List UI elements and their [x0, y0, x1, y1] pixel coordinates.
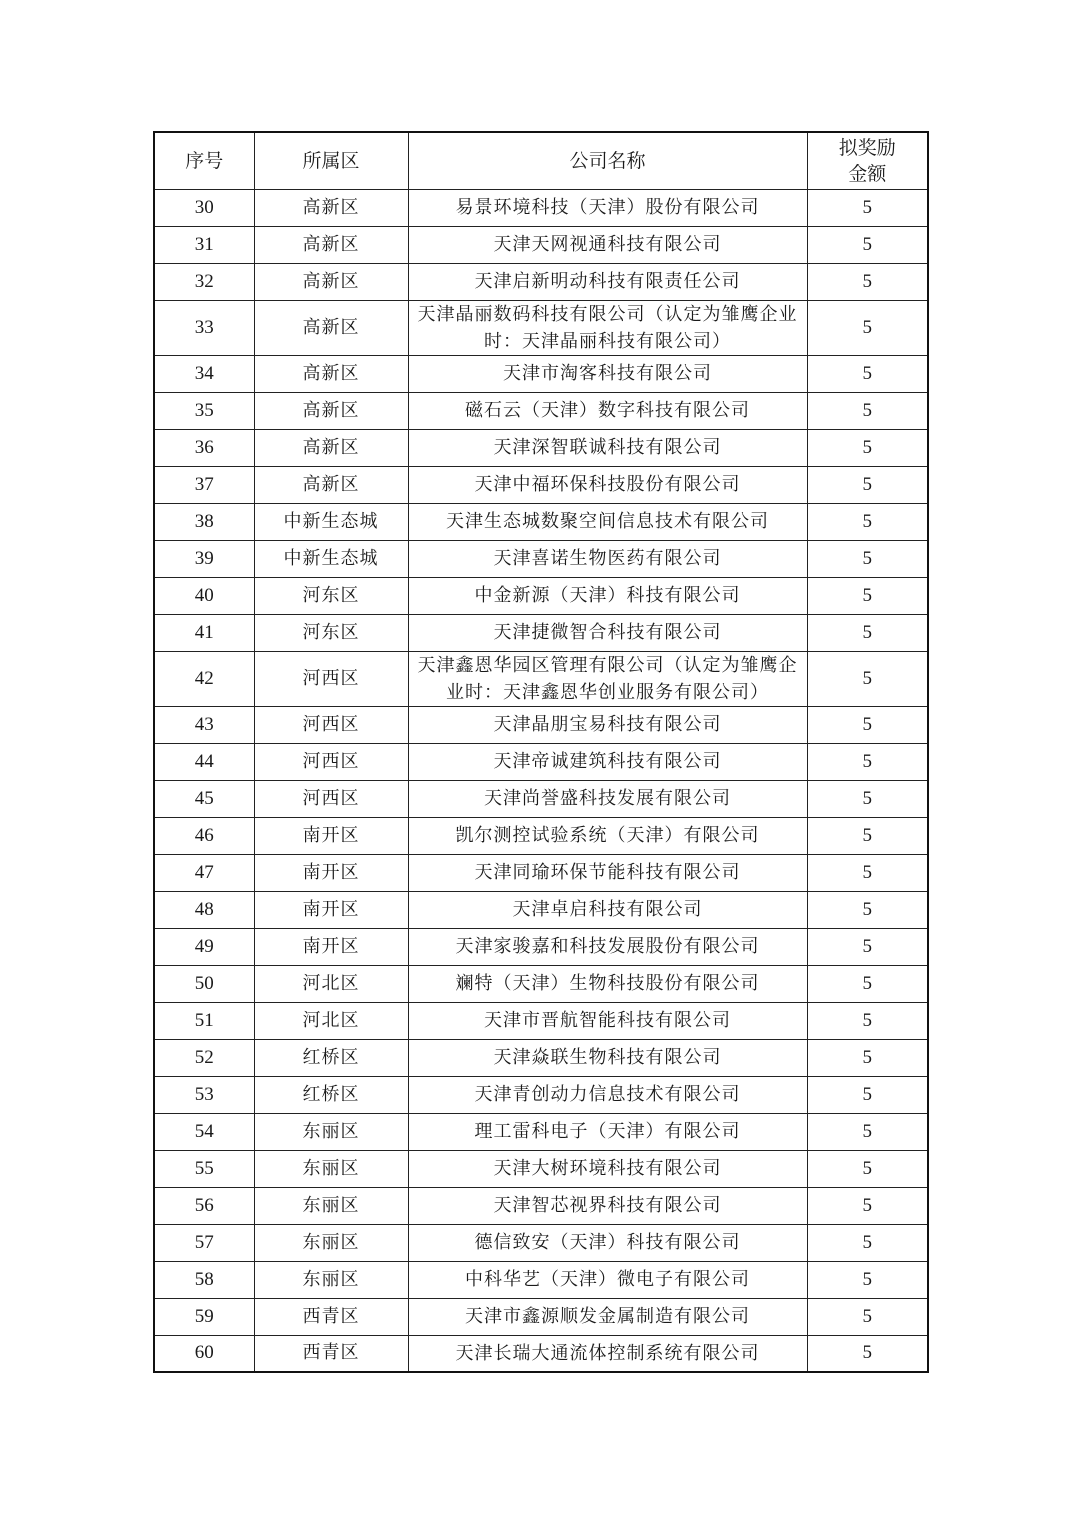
index-cell: 46: [154, 817, 254, 854]
index-cell: 45: [154, 780, 254, 817]
index-cell: 49: [154, 928, 254, 965]
district-cell: 高新区: [254, 429, 408, 466]
table-row: [154, 1150, 928, 1187]
company-cell: 天津市淘客科技有限公司: [408, 355, 807, 392]
table-row: [154, 1002, 928, 1039]
amount-cell: 5: [807, 1298, 928, 1335]
header-company: 公司名称: [408, 132, 807, 189]
index-cell: 51: [154, 1002, 254, 1039]
district-cell: 高新区: [254, 355, 408, 392]
table-row: [154, 706, 928, 743]
district-cell: 东丽区: [254, 1150, 408, 1187]
index-cell: 56: [154, 1187, 254, 1224]
district-cell: 东丽区: [254, 1224, 408, 1261]
district-cell: 河西区: [254, 780, 408, 817]
company-cell: 磁石云（天津）数字科技有限公司: [408, 392, 807, 429]
index-cell: 40: [154, 577, 254, 614]
company-cell: 中金新源（天津）科技有限公司: [408, 577, 807, 614]
amount-cell: 5: [807, 540, 928, 577]
amount-cell: 5: [807, 503, 928, 540]
index-cell: 58: [154, 1261, 254, 1298]
amount-cell: 5: [807, 1039, 928, 1076]
award-table: [153, 131, 929, 1373]
company-cell: 天津卓启科技有限公司: [408, 891, 807, 928]
index-cell: 47: [154, 854, 254, 891]
company-cell: 天津大树环境科技有限公司: [408, 1150, 807, 1187]
company-cell: 天津启新明动科技有限责任公司: [408, 263, 807, 300]
company-cell: 天津智芯视界科技有限公司: [408, 1187, 807, 1224]
table-row: [154, 854, 928, 891]
amount-cell: 5: [807, 891, 928, 928]
table-row: [154, 928, 928, 965]
index-cell: 44: [154, 743, 254, 780]
index-cell: 31: [154, 226, 254, 263]
amount-cell: 5: [807, 1076, 928, 1113]
district-cell: 中新生态城: [254, 503, 408, 540]
header-row: [154, 132, 928, 189]
table-row: [154, 503, 928, 540]
company-cell: 天津长瑞大通流体控制系统有限公司: [408, 1335, 807, 1372]
index-cell: 48: [154, 891, 254, 928]
header-district: 所属区: [254, 132, 408, 189]
district-cell: 高新区: [254, 300, 408, 355]
index-cell: 60: [154, 1335, 254, 1372]
company-cell: 易景环境科技（天津）股份有限公司: [408, 189, 807, 226]
district-cell: 河西区: [254, 651, 408, 706]
district-cell: 西青区: [254, 1298, 408, 1335]
table-row: [154, 355, 928, 392]
amount-cell: 5: [807, 706, 928, 743]
header-amount: [807, 132, 928, 189]
header-index: 序号: [154, 132, 254, 189]
amount-cell: 5: [807, 429, 928, 466]
table-row: [154, 651, 928, 706]
district-cell: 南开区: [254, 817, 408, 854]
district-cell: 河东区: [254, 577, 408, 614]
table-row: [154, 965, 928, 1002]
index-cell: 42: [154, 651, 254, 706]
amount-cell: 5: [807, 1335, 928, 1372]
company-cell: 天津家骏嘉和科技发展股份有限公司: [408, 928, 807, 965]
district-cell: 高新区: [254, 392, 408, 429]
company-cell: 天津喜诺生物医药有限公司: [408, 540, 807, 577]
amount-cell: 5: [807, 1002, 928, 1039]
index-cell: 50: [154, 965, 254, 1002]
company-cell: 天津焱联生物科技有限公司: [408, 1039, 807, 1076]
index-cell: 37: [154, 466, 254, 503]
index-cell: 54: [154, 1113, 254, 1150]
company-cell: 理工雷科电子（天津）有限公司: [408, 1113, 807, 1150]
district-cell: 东丽区: [254, 1261, 408, 1298]
table-body: [154, 189, 928, 1372]
amount-cell: 5: [807, 651, 928, 706]
table-row: [154, 300, 928, 355]
index-cell: 30: [154, 189, 254, 226]
table-row: [154, 1039, 928, 1076]
table-row: [154, 1298, 928, 1335]
district-cell: 高新区: [254, 189, 408, 226]
company-cell: 天津晶朋宝易科技有限公司: [408, 706, 807, 743]
table-row: [154, 1224, 928, 1261]
table-row: [154, 392, 928, 429]
index-cell: 55: [154, 1150, 254, 1187]
header-amount-line1: 拟奖励: [838, 136, 896, 159]
index-cell: 57: [154, 1224, 254, 1261]
amount-cell: 5: [807, 1187, 928, 1224]
amount-cell: 5: [807, 743, 928, 780]
company-cell: 中科华艺（天津）微电子有限公司: [408, 1261, 807, 1298]
amount-cell: 5: [807, 355, 928, 392]
amount-cell: 5: [807, 928, 928, 965]
amount-cell: 5: [807, 854, 928, 891]
table-row: [154, 1076, 928, 1113]
index-cell: 43: [154, 706, 254, 743]
table-row: [154, 891, 928, 928]
index-cell: 41: [154, 614, 254, 651]
amount-cell: 5: [807, 1150, 928, 1187]
table-row: [154, 614, 928, 651]
amount-cell: 5: [807, 965, 928, 1002]
table-row: [154, 1113, 928, 1150]
company-cell: 天津天网视通科技有限公司: [408, 226, 807, 263]
index-cell: 39: [154, 540, 254, 577]
company-cell: 天津青创动力信息技术有限公司: [408, 1076, 807, 1113]
index-cell: 32: [154, 263, 254, 300]
table-row: [154, 226, 928, 263]
amount-cell: 5: [807, 780, 928, 817]
district-cell: 高新区: [254, 226, 408, 263]
table-row: [154, 1187, 928, 1224]
district-cell: 红桥区: [254, 1039, 408, 1076]
table-row: [154, 1261, 928, 1298]
index-cell: 52: [154, 1039, 254, 1076]
company-cell: 德信致安（天津）科技有限公司: [408, 1224, 807, 1261]
company-cell: 天津市鑫源顺发金属制造有限公司: [408, 1298, 807, 1335]
table-row: [154, 189, 928, 226]
amount-cell: 5: [807, 466, 928, 503]
amount-cell: 5: [807, 614, 928, 651]
amount-cell: 5: [807, 226, 928, 263]
district-cell: 东丽区: [254, 1187, 408, 1224]
district-cell: 中新生态城: [254, 540, 408, 577]
company-cell: 天津生态城数聚空间信息技术有限公司: [408, 503, 807, 540]
header-amount-line2: 金额: [848, 162, 887, 185]
table-row: [154, 780, 928, 817]
district-cell: 西青区: [254, 1335, 408, 1372]
amount-cell: 5: [807, 300, 928, 355]
amount-cell: 5: [807, 1224, 928, 1261]
district-cell: 高新区: [254, 263, 408, 300]
table-row: [154, 263, 928, 300]
index-cell: 34: [154, 355, 254, 392]
district-cell: 河西区: [254, 743, 408, 780]
amount-cell: 5: [807, 392, 928, 429]
amount-cell: 5: [807, 1261, 928, 1298]
company-cell: 凯尔测控试验系统（天津）有限公司: [408, 817, 807, 854]
district-cell: 河东区: [254, 614, 408, 651]
company-cell: 天津尚誉盛科技发展有限公司: [408, 780, 807, 817]
table-row: [154, 817, 928, 854]
company-cell: 天津鑫恩华园区管理有限公司（认定为雏鹰企业时：天津鑫恩华创业服务有限公司）: [408, 651, 807, 706]
company-cell: 天津捷微智合科技有限公司: [408, 614, 807, 651]
amount-cell: 5: [807, 263, 928, 300]
table-row: [154, 540, 928, 577]
table-row: [154, 429, 928, 466]
district-cell: 南开区: [254, 891, 408, 928]
company-cell: 天津同瑜环保节能科技有限公司: [408, 854, 807, 891]
district-cell: 南开区: [254, 854, 408, 891]
index-cell: 59: [154, 1298, 254, 1335]
district-cell: 东丽区: [254, 1113, 408, 1150]
district-cell: 河北区: [254, 965, 408, 1002]
company-cell: 天津深智联诚科技有限公司: [408, 429, 807, 466]
amount-cell: 5: [807, 577, 928, 614]
company-cell: 天津中福环保科技股份有限公司: [408, 466, 807, 503]
company-cell: 天津帝诚建筑科技有限公司: [408, 743, 807, 780]
index-cell: 33: [154, 300, 254, 355]
company-cell: 天津市晋航智能科技有限公司: [408, 1002, 807, 1039]
district-cell: 高新区: [254, 466, 408, 503]
district-cell: 河北区: [254, 1002, 408, 1039]
index-cell: 35: [154, 392, 254, 429]
company-cell: 天津晶丽数码科技有限公司（认定为雏鹰企业时：天津晶丽科技有限公司）: [408, 300, 807, 355]
index-cell: 38: [154, 503, 254, 540]
index-cell: 36: [154, 429, 254, 466]
index-cell: 53: [154, 1076, 254, 1113]
table-header: [154, 132, 928, 189]
table-row: [154, 466, 928, 503]
amount-cell: 5: [807, 817, 928, 854]
district-cell: 南开区: [254, 928, 408, 965]
company-cell: 斓特（天津）生物科技股份有限公司: [408, 965, 807, 1002]
amount-cell: 5: [807, 189, 928, 226]
district-cell: 红桥区: [254, 1076, 408, 1113]
table-row: [154, 577, 928, 614]
district-cell: 河西区: [254, 706, 408, 743]
table-row: [154, 743, 928, 780]
table-row: [154, 1335, 928, 1372]
amount-cell: 5: [807, 1113, 928, 1150]
